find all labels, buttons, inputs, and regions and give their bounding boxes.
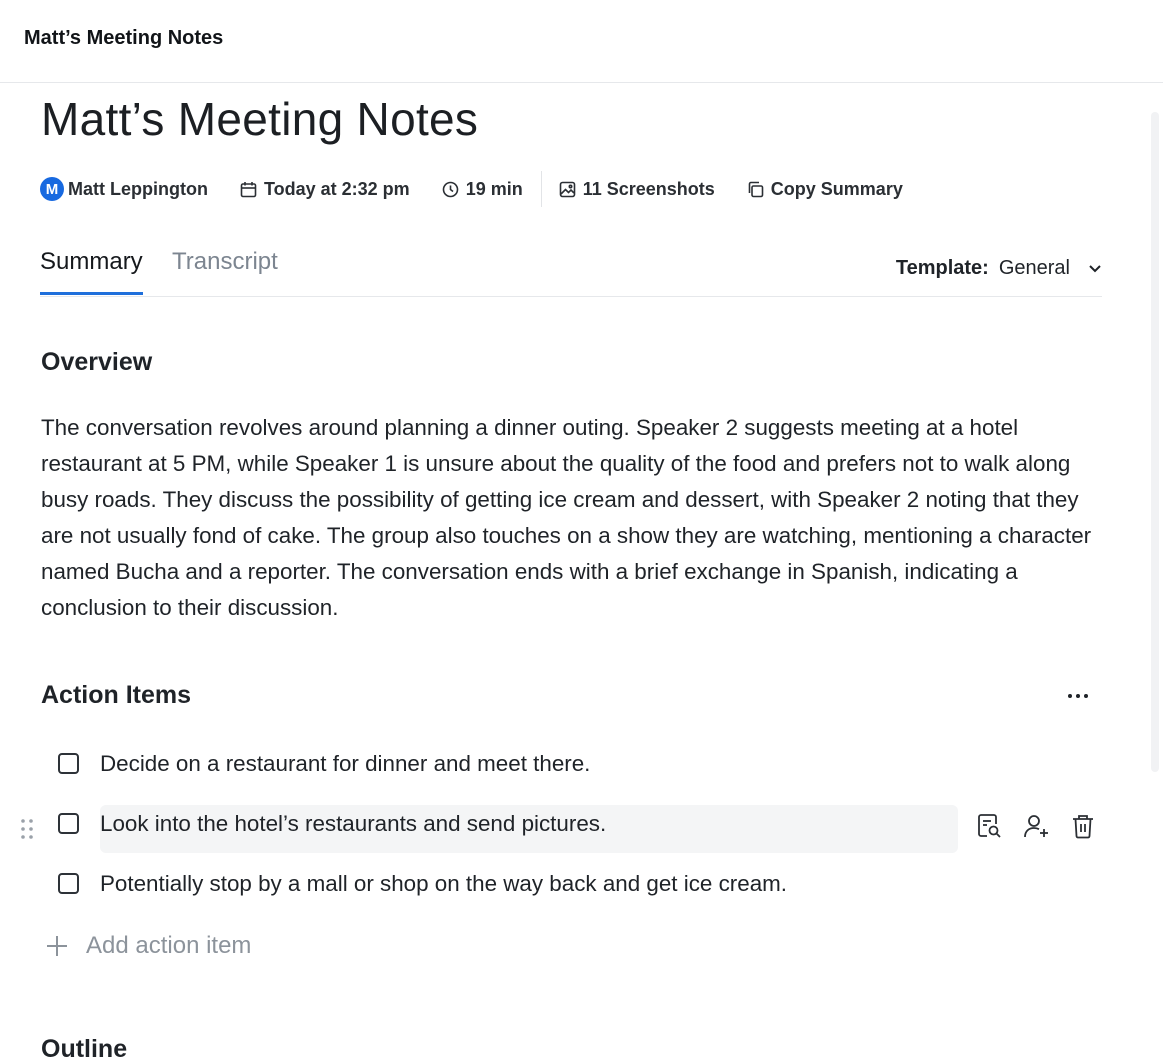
action-item-checkbox[interactable] bbox=[58, 753, 79, 774]
action-item-text[interactable]: Decide on a restaurant for dinner and meet there. bbox=[100, 751, 591, 776]
action-item-checkbox[interactable] bbox=[58, 813, 79, 834]
action-item bbox=[0, 805, 1163, 853]
window-title: Matt’s Meeting Notes bbox=[24, 27, 224, 49]
template-label: Template: bbox=[895, 257, 989, 279]
template-select[interactable] bbox=[896, 257, 1102, 280]
author[interactable] bbox=[40, 177, 208, 201]
view-in-transcript-button[interactable] bbox=[974, 811, 1004, 841]
page-title[interactable]: Matt’s Meeting Notes bbox=[41, 93, 479, 145]
image-icon bbox=[559, 181, 576, 198]
template-value: General bbox=[998, 257, 1070, 279]
copy-summary-label: Copy Summary bbox=[770, 178, 903, 199]
clock-icon bbox=[442, 181, 459, 198]
copy-summary-button[interactable] bbox=[747, 179, 903, 200]
top-bar bbox=[0, 0, 1163, 83]
assign-button[interactable] bbox=[1021, 811, 1051, 841]
divider bbox=[541, 171, 542, 207]
overview-heading: Overview bbox=[41, 348, 153, 376]
delete-button[interactable] bbox=[1068, 811, 1098, 841]
copy-icon bbox=[747, 181, 764, 198]
tab-transcript[interactable]: Transcript bbox=[172, 248, 278, 275]
more-icon bbox=[1067, 693, 1089, 699]
screenshots-button[interactable] bbox=[559, 179, 715, 200]
trash-icon bbox=[1071, 813, 1095, 839]
outline-heading: Outline bbox=[41, 1035, 128, 1063]
calendar-icon bbox=[240, 181, 257, 198]
tab-bar bbox=[40, 240, 1102, 297]
meeting-duration bbox=[442, 179, 523, 200]
meeting-date bbox=[240, 179, 410, 200]
add-action-item-label: Add action item bbox=[86, 932, 252, 959]
plus-icon bbox=[46, 935, 68, 957]
action-item-text[interactable]: Look into the hotel’s restaurants and send pictures. bbox=[100, 811, 607, 836]
overview-text[interactable]: The conversation revolves around planning a dinner outing. Speaker 2 suggests meeting at a hotel restaurant at 5 PM, while Speaker 1 is unsure about the quality of the food and prefers not to walk along busy roads. They discuss the possibility of getting ice cream and dessert, with Speaker 2 noting that they are not usually fond of cake. The group also touches on a show they are watching, mentioning a character named Bucha and a reporter. The conversation ends with a brief exchange in Spanish, indicating a conclusion to their discussion. bbox=[41, 415, 1092, 620]
action-items-more-button[interactable] bbox=[1064, 684, 1092, 708]
chevron-down-icon bbox=[1088, 264, 1102, 274]
date-label: Today at 2:32 pm bbox=[263, 178, 410, 199]
assign-user-icon bbox=[1023, 813, 1049, 839]
action-item-text[interactable]: Potentially stop by a mall or shop on the way back and get ice cream. bbox=[100, 871, 788, 896]
screenshots-label: 11 Screenshots bbox=[582, 178, 715, 199]
duration-label: 19 min bbox=[465, 178, 523, 199]
meta-bar bbox=[40, 170, 935, 208]
author-name: Matt Leppington bbox=[68, 178, 208, 199]
action-item bbox=[0, 741, 1163, 789]
avatar: M bbox=[40, 177, 64, 201]
search-doc-icon bbox=[976, 813, 1002, 839]
scrollbar[interactable] bbox=[1151, 112, 1159, 772]
action-item-tools bbox=[974, 811, 1115, 841]
action-item bbox=[0, 861, 1163, 909]
action-item-highlight[interactable] bbox=[100, 805, 958, 853]
drag-handle-icon[interactable] bbox=[20, 818, 34, 840]
add-action-item-button[interactable] bbox=[46, 932, 251, 960]
tab-summary[interactable]: Summary bbox=[40, 248, 143, 295]
action-items-heading: Action Items bbox=[41, 681, 192, 709]
action-item-checkbox[interactable] bbox=[58, 873, 79, 894]
